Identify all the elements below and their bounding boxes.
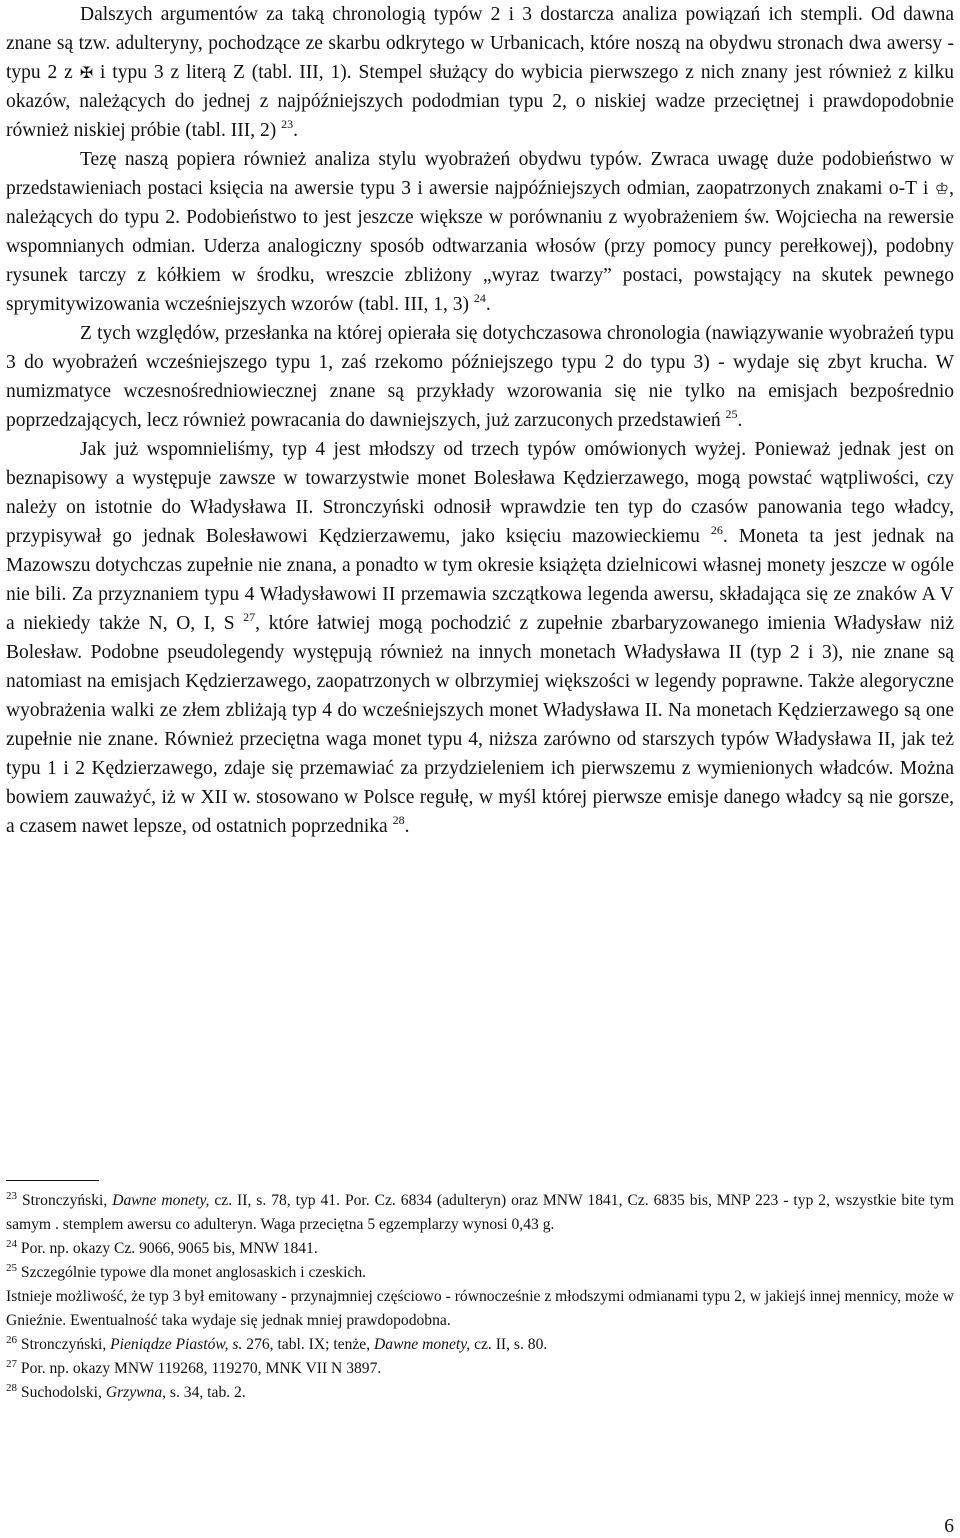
footnote (6, 1381, 954, 1405)
text-run: , należących do typu 2. Podobieństwo to jest jeszcze większe w porównaniu z wyobrażeniem św. Wojciecha na rewersie wspomnianych odmian. Uderza analogiczny sposób odtwarzania włosów (przy pomocy puncy perełkowej), podobny rysunek tarczy z kółkiem w środku, wreszcie zbliżony „wyraz twarzy” postaci, powstający na skutek pewnego sprymitywizowania wcześniejszych wzorów (tabl. III, 1, 3) (6, 178, 954, 315)
text-run: Jak już wspomnieliśmy, typ 4 jest młodszy od trzech typów omówionych wyżej. Ponieważ jednak jest on beznapisowy a występuje zawsze w towarzystwie monet Bolesława Kędzierzawego, mogą powstać wątpliwości, czy należy on istotnie do Władysława II. Stronczyński odnosił wprawdzie ten typ do czasów panowania tego władcy, przypisywał go jednak Bolesławowi Kędzierzawemu, jako księciu mazowieckiemu (6, 439, 954, 547)
footnote-reference: 25 (6, 1262, 17, 1274)
text-run: cz. II, s. 80. (470, 1336, 548, 1353)
text-run: Por. np. okazy MNW 119268, 119270, MNK VII N 3897. (17, 1360, 382, 1377)
text-run: Stronczyński, (17, 1192, 113, 1209)
text-run: . (485, 294, 491, 315)
text-run: Dalszych argumentów za taką chronologią typów 2 i 3 dostarcza analiza powiązań ich stempli. Od dawna znane są tzw. adulteryny, pochodzące ze skarbu odkrytego w Urbanicach, które noszą na obydwu stronach dwa awersy - typu 2 z (6, 4, 954, 83)
text-run: 276, tabl. IX; tenże, (242, 1336, 375, 1353)
footnote-reference: 27 (6, 1358, 17, 1370)
footnote (6, 1357, 954, 1381)
page (6, 0, 954, 841)
body-paragraph (6, 435, 954, 841)
footnote-reference: 23 (6, 1190, 17, 1202)
footnote-reference: 25 (725, 407, 738, 421)
text-run: . (404, 816, 410, 837)
footnote-reference: 27 (243, 610, 256, 624)
text-run: cz. II, s. 78, typ 41. Por. Cz. 6834 (adulteryn) oraz MNW 1841, Cz. 6835 bis, MNP 223 - typ 2, wszystkie bite tym samym . stemplem awersu co adulteryn. Waga przeciętna 5 egzemplarzy wynosi 0,43 g. (6, 1192, 954, 1233)
footnote (6, 1261, 954, 1285)
text-run: i typu 3 z literą Z (tabl. III, 1). Stempel służący do wybicia pierwszego z nich znany jest również z kilku okazów, należących do jednej z najpóźniejszych pododmian typu 2, o niskiej wadze przeciętnej i prawdopodobnie również niskiej próbie (tabl. III, 2) (6, 62, 954, 141)
symbol-glyph: ♔ (934, 179, 950, 198)
footnote (6, 1237, 954, 1261)
text-run: . (293, 120, 298, 141)
body-paragraph (6, 319, 954, 435)
text-run: Tezę naszą popiera również analiza stylu wyobrażeń obydwu typów. Zwraca uwagę duże podobieństwo w przedstawieniach postaci księcia na awersie typu 3 i awersie najpóźniejszych odmian, zaopatrzonych znakami o-T i (6, 149, 954, 199)
text-run: Stronczyński, (17, 1336, 111, 1353)
footnote (6, 1285, 954, 1333)
footnote-reference: 28 (6, 1382, 17, 1394)
text-run: Por. np. okazy Cz. 9066, 9065 bis, MNW 1841. (17, 1240, 318, 1257)
italic-title: Dawne monety, (112, 1192, 210, 1209)
footnote-reference: 24 (473, 291, 486, 305)
footnote-reference: 26 (710, 523, 723, 537)
footnote-reference: 26 (6, 1334, 17, 1346)
symbol-glyph: ✠ (79, 63, 94, 82)
body-paragraph (6, 145, 954, 319)
italic-title: Dawne monety, (374, 1336, 471, 1353)
footnote (6, 1189, 954, 1237)
footnote-list (6, 1189, 954, 1405)
body-text (6, 0, 954, 841)
page-number: 6 (944, 1516, 954, 1537)
body-paragraph (6, 0, 954, 145)
text-run: . (737, 410, 743, 431)
text-run: Szczególnie typowe dla monet anglosaskich i czeskich. (17, 1264, 367, 1281)
text-run: Z tych względów, przesłanka na której opierała się dotychczasowa chronologia (nawiązywanie wyobrażeń typu 3 do wyobrażeń wcześniejszego typu 1, zaś rzekomo późniejszego typu 2 do typu 3) - wydaje się zbyt krucha. W numizmatyce wczesnośredniowiecznej znane są przykłady wzorowania się nie tylko na emisjach bezpośrednio poprzedzających, lecz również powracania do dawniejszych, już zarzuconych przedstawień (6, 323, 954, 431)
text-run: s. 34, tab. 2. (166, 1384, 246, 1401)
footnotes (6, 1180, 954, 1405)
footnote-reference: 28 (392, 813, 405, 827)
italic-title: Grzywna, (105, 1384, 167, 1401)
text-run: Suchodolski, (17, 1384, 106, 1401)
footnote (6, 1333, 954, 1357)
text-run: Istnieje możliwość, że typ 3 był emitowany - przynajmniej częściowo - równocześnie z młodszymi odmianami typu 2, w jakiejś innej mennicy, może w Gnieźnie. Ewentualność taka wydaje się jednak mniej prawdopodobna. (6, 1288, 954, 1329)
text-run: . Moneta ta jest jednak na Mazowszu dotychczas zupełnie nie znana, a ponadto w tym okresie książęta dzielnicowi własnej monety jeszcze w ogóle nie bili. Za przyznaniem typu 4 Władysławowi II przemawia szczątkowa legenda awersu, składająca się ze znaków A V a niekiedy także N, O, I, S (6, 526, 955, 634)
footnote-rule (6, 1180, 99, 1181)
footnote-reference: 24 (6, 1238, 17, 1250)
text-run: , które łatwiej mogą pochodzić z zupełnie zbarbaryzowanego imienia Władysław niż Bolesław. Podobne pseudolegendy występują również na innych monetach Władysława II (typ 2 i 3), nie znane są natomiast na emisjach Kędzierzawego, zaopatrzonych w olbrzymiej większości w legendy poprawne. Także alegoryczne wyobrażenia walki ze złem zbliżają typ 4 do wcześniejszych monet Władysława II. Na monetach Kędzierzawego są one zupełnie nie znane. Również przeciętna waga monet typu 4, niższa zarówno od starszych typów Władysława II, jak też typu 1 i 2 Kędzierzawego, zdaje się przemawiać za przydzieleniem ich pierwszemu z wymienionych władców. Można bowiem zauważyć, iż w XII w. stosowano w Polsce regułę, w myśl której pierwsze emisje danego władcy są nie gorsze, a czasem nawet lepsze, od ostatnich poprzednika (6, 613, 955, 837)
footnote-reference: 23 (281, 117, 294, 131)
italic-title: Pieniądze Piastów, s. (110, 1336, 243, 1353)
